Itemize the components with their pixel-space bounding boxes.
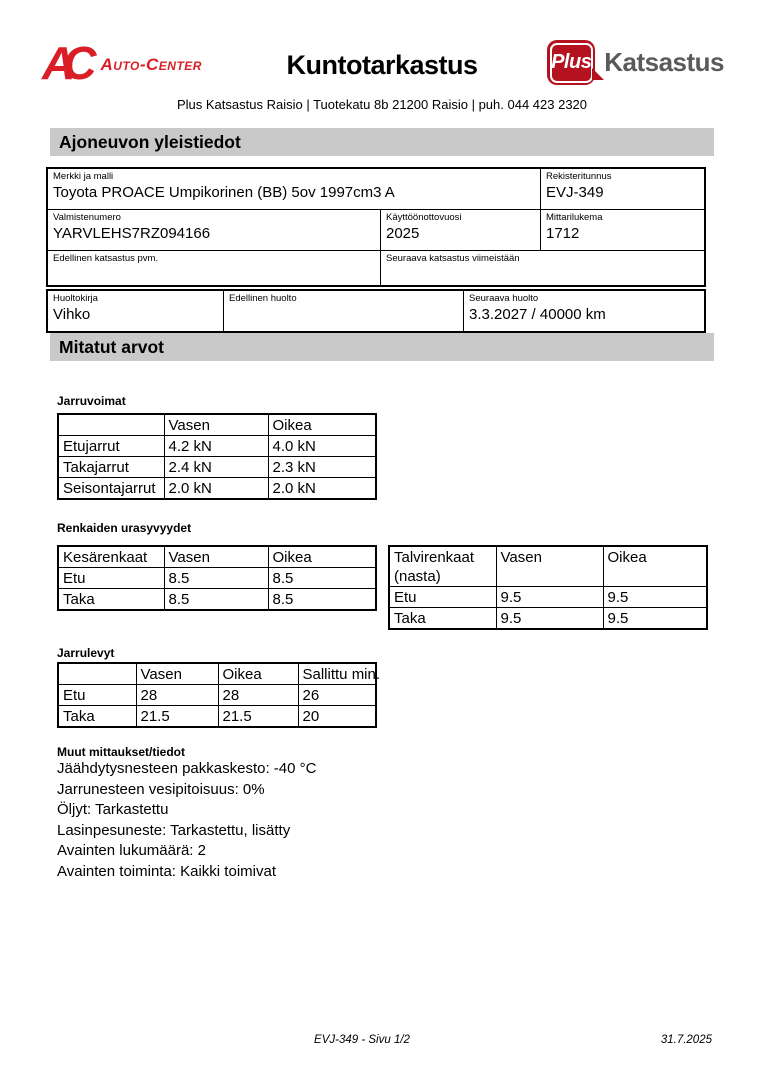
row-label: Takajarrut (58, 457, 164, 478)
field-value (386, 265, 700, 284)
column-header (58, 414, 164, 436)
page-number-label: EVJ-349 - Sivu 1/2 (314, 1034, 410, 1046)
row-label: Etu (58, 568, 164, 589)
field-label: Edellinen katsastus pvm. (53, 253, 159, 264)
column-header (58, 663, 136, 685)
report-date: 31.7.2025 (660, 1034, 712, 1046)
field-label: Merkki ja malli (53, 171, 114, 182)
row-label: Taka (58, 706, 136, 728)
field-label: Seuraava katsastus viimeistään (386, 253, 520, 264)
cell-value: 9.5 (603, 608, 707, 630)
cell-value: 4.0 kN (268, 436, 376, 457)
field-previous-service (224, 291, 464, 331)
column-header: Vasen (496, 546, 603, 587)
table-row (58, 706, 376, 728)
field-label: Huoltokirja (53, 293, 98, 304)
field-odometer (541, 210, 704, 250)
table-row (48, 250, 704, 285)
column-header: Oikea (268, 546, 376, 568)
table-header-row (58, 546, 376, 568)
cell-value: 2.0 kN (268, 478, 376, 500)
field-value: 3.3.2027 / 40000 km (469, 306, 606, 323)
section-header-measured-values: Mitatut arvot (50, 333, 714, 361)
table-row (389, 587, 707, 608)
cell-value: 2.0 kN (164, 478, 268, 500)
cell-value: 2.4 kN (164, 457, 268, 478)
service-info-table (46, 289, 706, 333)
cell-value: 21.5 (136, 706, 218, 728)
field-label: Mittarilukema (546, 212, 603, 223)
table-row (58, 685, 376, 706)
station-address-line: Plus Katsastus Raisio | Tuotekatu 8b 21200 Raisio | puh. 044 423 2320 (176, 97, 588, 112)
field-label: Valmistenumero (53, 212, 121, 223)
cell-value: 21.5 (218, 706, 298, 728)
table-header-row (58, 414, 376, 436)
field-label: Rekisteritunnus (546, 171, 612, 182)
speech-bubble-tail-icon (592, 68, 604, 80)
field-previous-inspection (48, 251, 381, 285)
katsastus-wordmark: Katsastus (604, 47, 724, 77)
field-value: EVJ-349 (546, 184, 604, 201)
field-make-model (48, 169, 541, 209)
row-label: Taka (389, 608, 496, 630)
auto-center-wordmark: Auto-Center (100, 55, 202, 74)
column-header: Sallittu min. (298, 663, 376, 685)
plus-katsastus-logo (547, 40, 724, 85)
column-header: Kesärenkaat (58, 546, 164, 568)
other-measurements-list (57, 759, 316, 882)
field-next-service (464, 291, 704, 331)
field-value: YARVLEHS7RZ094166 (53, 225, 211, 242)
field-label: Seuraava huolto (469, 293, 539, 304)
table-header-row (389, 546, 707, 587)
table-row (48, 291, 704, 331)
cell-value: 26 (298, 685, 376, 706)
brake-discs-heading: Jarrulevyt (57, 646, 115, 660)
row-label: Etujarrut (58, 436, 164, 457)
measurement-line: Avainten lukumäärä: 2 (57, 842, 206, 859)
brake-forces-heading: Jarruvoimat (57, 394, 126, 408)
field-next-inspection (381, 251, 704, 285)
row-label: Etu (58, 685, 136, 706)
field-value: 2025 (386, 225, 420, 242)
column-header: Oikea (218, 663, 298, 685)
plus-wordmark: Plus (551, 51, 592, 73)
column-header: Talvirenkaat (nasta) (389, 546, 496, 587)
column-header: Oikea (603, 546, 707, 587)
table-header-row (58, 663, 376, 685)
cell-value: 20 (298, 706, 376, 728)
table-row (389, 608, 707, 630)
cell-value: 8.5 (268, 568, 376, 589)
other-measurements-heading: Muut mittaukset/tiedot (57, 745, 185, 759)
table-row (58, 457, 376, 478)
plus-speech-bubble-icon (547, 40, 595, 85)
column-header: Vasen (164, 546, 268, 568)
field-value: Toyota PROACE Umpikorinen (BB) 5ov 1997cm3 A (53, 184, 395, 201)
table-row (58, 478, 376, 500)
table-row (48, 169, 704, 209)
table-row (58, 568, 376, 589)
cell-value: 9.5 (496, 608, 603, 630)
measurement-line: Lasinpesuneste: Tarkastettu, lisätty (57, 821, 291, 839)
tire-depths-heading: Renkaiden urasyvyydet (57, 521, 192, 535)
cell-value: 28 (218, 685, 298, 706)
summer-tires-table (57, 545, 377, 611)
brake-forces-table (57, 413, 377, 500)
field-label: Edellinen huolto (229, 293, 297, 304)
vehicle-info-table (46, 167, 706, 287)
cell-value: 8.5 (164, 568, 268, 589)
measurement-line: Jäähdytysnesteen pakkaskesto: -40 °C (57, 760, 317, 777)
cell-value: 8.5 (268, 589, 376, 611)
field-vin (48, 210, 381, 250)
document-title: Kuntotarkastus (286, 50, 478, 80)
section-header-general-info: Ajoneuvon yleistiedot (50, 128, 714, 156)
field-first-use-year (381, 210, 541, 250)
field-value (53, 265, 376, 284)
cell-value: 9.5 (496, 587, 603, 608)
measurement-line: Öljyt: Tarkastettu (57, 801, 169, 818)
cell-value: 9.5 (603, 587, 707, 608)
brake-discs-table (57, 662, 381, 728)
ac-monogram-icon: AC (42, 37, 85, 89)
column-header: Vasen (164, 414, 268, 436)
field-value: 1712 (546, 225, 580, 242)
field-registration (541, 169, 704, 209)
cell-value: 2.3 kN (268, 457, 376, 478)
measurement-line: Jarrunesteen vesipitoisuus: 0% (57, 780, 265, 798)
table-row (48, 209, 704, 250)
row-label: Taka (58, 589, 164, 611)
row-label: Etu (389, 587, 496, 608)
cell-value: 28 (136, 685, 218, 706)
winter-tires-table (388, 545, 708, 630)
row-label: Seisontajarrut (58, 478, 164, 500)
field-service-book (48, 291, 224, 331)
cell-value: 8.5 (164, 589, 268, 611)
cell-value: 4.2 kN (164, 436, 268, 457)
field-value (229, 305, 459, 324)
field-value: Vihko (53, 306, 91, 323)
measurement-line: Avainten toiminta: Kaikki toimivat (57, 862, 276, 880)
column-header: Vasen (136, 663, 218, 685)
field-label: Käyttöönottovuosi (386, 212, 462, 223)
table-row (58, 436, 376, 457)
column-header: Oikea (268, 414, 376, 436)
table-row (58, 589, 376, 611)
